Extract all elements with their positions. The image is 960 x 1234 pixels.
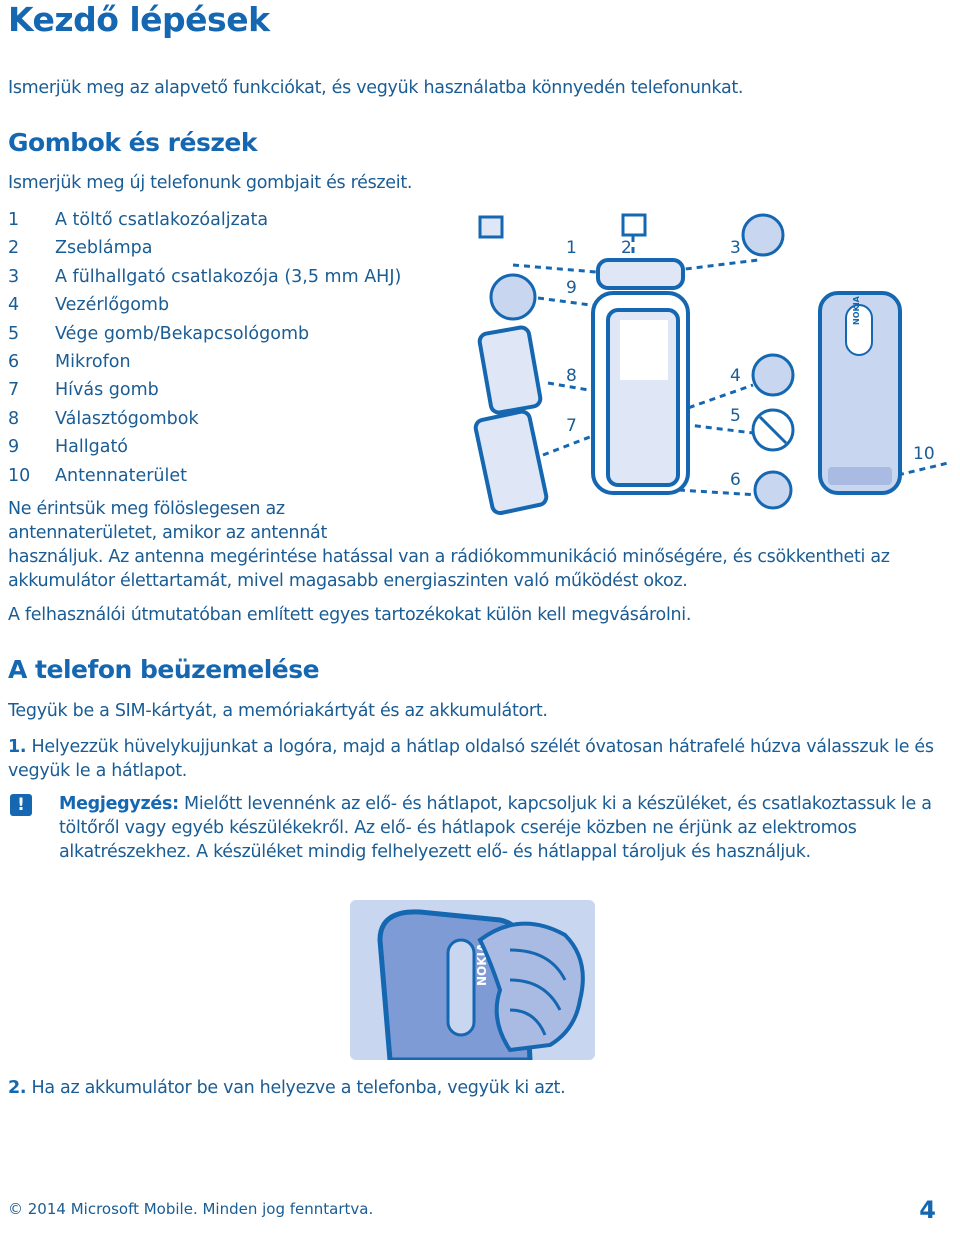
note-label: Megjegyzés:	[59, 794, 179, 814]
list-item	[8, 263, 401, 291]
antenna-note: Ne érintsük meg fölöslegesen az antennaterületet, amikor az antennát használjuk. Az antenna megérintése hatással van a rádiókommunikáció minőségére, és csökkentheti az akkumulátor élettartamát, mivel magasabb energiaszinten való működést okoz.	[8, 499, 890, 591]
section-intro: Ismerjük meg új telefonunk gombjait és részeit.	[8, 173, 413, 193]
part-number: 2	[8, 238, 20, 259]
list-item	[8, 320, 401, 348]
part-number: 7	[8, 380, 20, 401]
intro-text: Ismerjük meg az alapvető funkciókat, és vegyük használatba könnyedén telefonunkat.	[8, 78, 744, 98]
list-item	[8, 348, 401, 376]
part-number: 9	[8, 437, 20, 458]
list-item	[8, 405, 401, 433]
part-label: Hallgató	[55, 437, 129, 458]
svg-text:7: 7	[566, 416, 577, 436]
copyright: © 2014 Microsoft Mobile. Minden jog fenntartva.	[8, 1200, 374, 1218]
list-item	[8, 462, 401, 490]
part-label: Antennaterület	[55, 465, 188, 486]
note	[59, 792, 949, 864]
step-2	[8, 1076, 565, 1100]
warning-icon: !	[10, 794, 32, 816]
part-number: 1	[8, 210, 20, 230]
list-item	[8, 433, 401, 461]
step-text: Helyezzük hüvelykujjunkat a logóra, majd a hátlap oldalsó szélét óvatosan hátrafelé húzva válasszuk le és vegyük le a hátlapot.	[8, 737, 934, 781]
list-item	[8, 291, 401, 319]
step-number: 1.	[8, 737, 27, 757]
svg-text:3: 3	[730, 238, 741, 258]
phone-parts-diagram	[468, 205, 960, 520]
part-number: 5	[8, 323, 20, 344]
part-number: 3	[8, 266, 20, 287]
part-number: 10	[8, 465, 31, 486]
part-label: Vége gomb/Bekapcsológomb	[55, 323, 310, 344]
list-item	[8, 206, 401, 234]
note-text: Mielőtt levennénk az elő- és hátlapot, kapcsoljuk ki a készüléket, és csatlakoztassuk le a töltőről vagy egyéb készülékekről. Az elő- és hátlapok cseréje közben ne érjünk az elektromos alkatrészekhez. A készüléket mindig felhelyezett elő- és hátlappal tároljuk és használjuk.	[59, 794, 932, 862]
svg-text:4: 4	[730, 366, 741, 386]
part-label: Hívás gomb	[55, 380, 159, 401]
part-label: Választógombok	[55, 408, 199, 429]
remove-back-cover-photo	[350, 900, 595, 1060]
section-heading-buttons-parts: Gombok és részek	[8, 128, 257, 157]
svg-text:6: 6	[730, 470, 741, 490]
setup-intro: Tegyük be a SIM-kártyát, a memóriakártyát és az akkumulátort.	[8, 701, 548, 721]
part-label: A töltő csatlakozóaljzata	[55, 210, 269, 230]
svg-text:10: 10	[913, 444, 935, 464]
part-label: Vezérlőgomb	[55, 295, 170, 316]
step-number: 2.	[8, 1078, 27, 1098]
svg-text:9: 9	[566, 278, 577, 298]
part-label: Zseblámpa	[55, 238, 153, 259]
step-1	[8, 735, 938, 783]
part-number: 6	[8, 351, 20, 372]
list-item	[8, 234, 401, 262]
part-label: A fülhallgató csatlakozója (3,5 mm AHJ)	[55, 266, 402, 287]
svg-text:1: 1	[566, 238, 577, 258]
step-text: Ha az akkumulátor be van helyezve a telefonba, vegyük ki azt.	[31, 1078, 566, 1098]
nokia-logo: NOKIA	[852, 296, 861, 325]
accessories-note: A felhasználói útmutatóban említett egyes tartozékokat külön kell megvásárolni.	[8, 605, 692, 625]
svg-text:2: 2	[621, 238, 632, 258]
svg-text:8: 8	[566, 366, 577, 386]
page-title: Kezdő lépések	[8, 0, 270, 39]
part-label: Mikrofon	[55, 351, 131, 372]
svg-text:5: 5	[730, 406, 741, 426]
part-number: 8	[8, 408, 20, 429]
part-number: 4	[8, 295, 20, 316]
section-heading-setup: A telefon beüzemelése	[8, 655, 320, 684]
parts-list	[8, 206, 401, 490]
page-number: 4	[919, 1196, 936, 1224]
nokia-logo: NOKIA	[475, 942, 489, 986]
list-item	[8, 376, 401, 404]
